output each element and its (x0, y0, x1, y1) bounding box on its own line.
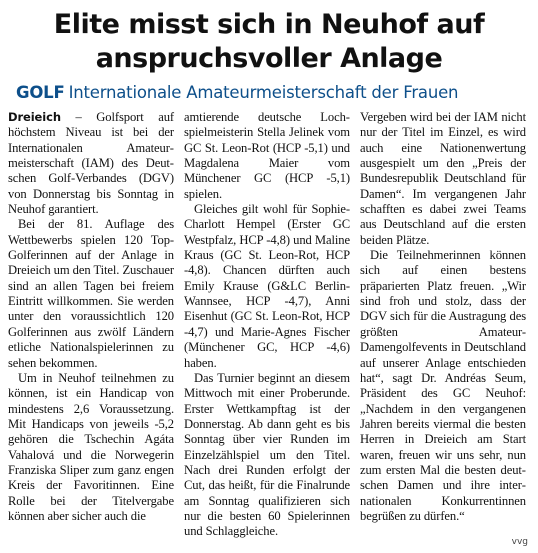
paragraph: amtierende deutsche Lochspielmeisterin Stella Jelinek vom GC St. Leon-Rot (HCP -5,1) und Magdalena Maier vom Münchener GC (HCP -5,1) spielen. (184, 110, 350, 201)
headline (8, 8, 530, 76)
column-3 (360, 110, 526, 524)
paragraph: Das Turnier beginnt an diesem Mittwoch mit einer Proberunde. Erster Wettkampftag ist der Donnerstag. Ab dann geht es bis Sonntag über vier Runden im Einzelzählspiel um den Titel. Nach drei Runden erfolgt der Cut, das heißt, für die Finalrunde am Sonntag qualifizieren sich nur die besten 60 Spielerinnen und Schlaggleiche. (184, 370, 350, 539)
paragraph: Bei der 81. Auflage des Wettbewerbs spielen 120 Top-Golferinnen auf der Anlage in Dreieich um den Titel. Zuschauer sind an allen Tagen bei freiem Eintritt willkommen. Sie werden unter den voraussichtlich 120 Golferinnen aus zwölf Ländern etliche Nationalspielerinnen zu sehen bekommen. (8, 217, 174, 370)
paragraph-text: – Golfsport auf höchstem Niveau ist bei der Internationalen Amateurmeisterschaft (IAM) des Deutschen Golf-Verbandes (DGV) von Donnerstag bis Sonntag in Neuhof garantiert. (8, 110, 174, 217)
paragraph: Vergeben wird bei der IAM nicht nur der Titel im Einzel, es wird auch eine Nationenwertung ausgespielt um den „Preis der Bundesrepublik Deutschland für Damen“. Im vergangenen Jahr schafften es dabei zwei Teams aus Deutschland auf die ersten beiden Plätze. (360, 110, 526, 247)
paragraph: Die Teilnehmerinnen können sich auf einen bestens präparierten Platz freuen. „Wir sind froh und stolz, dass der DGV sich für die Austragung des größten Amateur-Damengolfevents in Deutschland auf unserer Anlage entschieden hat“, sagt Dr. Andréas Seum, Präsident des GC Neuhof: „Nachdem in den vergangenen Jahren bereits viermal die besten Herren in Dreieich am Start waren, freuen wir uns sehr, nun zum ersten Mal die besten deutschen Damen und ihre internationalen Konkurrentinnen begrüßen zu dürfen.“ (360, 248, 526, 523)
column-1 (8, 110, 174, 524)
paragraph: Um in Neuhof teilnehmen zu können, ist ein Handicap von mindestens 2,6 Voraussetzung. Mit Handicaps von jeweils -5,2 gehören die Tschechin Agáta Vahalová und die Norwegerin Franziska Sliper zum ganz engen Kreis der Favoritinnen. Eine Rolle bei der Titelvergabe können aber sicher auch die (8, 370, 174, 523)
headline-line-2: anspruchsvoller Anlage (95, 43, 443, 74)
section-kicker: GOLF (16, 83, 65, 102)
subheadline (16, 82, 530, 104)
author-credit: vvg (511, 537, 528, 547)
subheadline-text: Internationale Amateurmeisterschaft der Frauen (68, 83, 459, 102)
paragraph (8, 110, 174, 217)
article-body (8, 110, 530, 540)
column-2 (184, 110, 350, 540)
paragraph: Gleiches gilt wohl für Sophie-Charlott Hempel (Erster GC Westpfalz, HCP -4,8) und Maline Kraus (GC St. Leon-Rot, HCP -4,8). Chancen dürften auch Emily Krause (G&LC Berlin-Wannsee, HCP -4,7), Anni Eisenhut (GC St. Leon-Rot, HCP -4,7) und Marie-Agnes Fischer (Münchener GC, HCP -4,6) haben. (184, 202, 350, 370)
dateline: Dreieich (8, 110, 61, 124)
headline-line-1: Elite misst sich in Neuhof auf (53, 9, 485, 40)
